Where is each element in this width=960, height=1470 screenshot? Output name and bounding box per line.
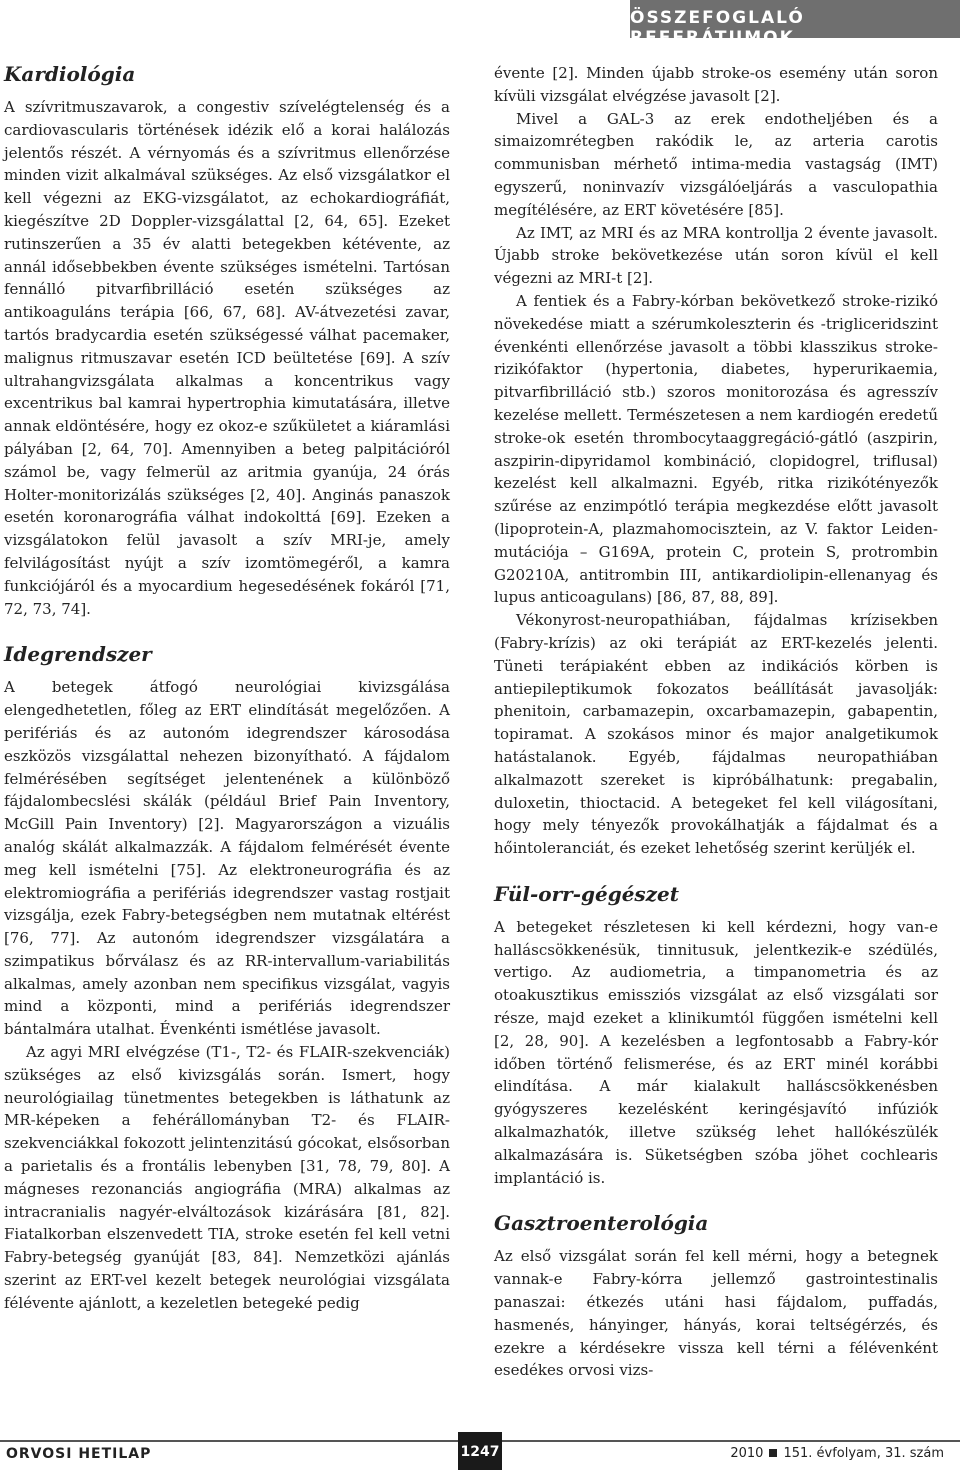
paragraph-idegrendszer-1: A betegek átfogó neurológiai kivizsgálása elengedhetetlen, főleg az ERT elindítását megelőzően. A perifériás és az autonóm idegrendszer károsodása eszközös vizsgálattal nehezen bizonyítható. A fájdalom felmérésében segítséget jelentenének a különböző fájdalombecslési skálák (például Brief Pain Inventory, McGill Pain Inventory) [2]. Magyarországon a vizuális analóg skálát alkalmazzák. A fájdalom felmérését évente meg kell ismételni [75]. Az elektroneurográfia és az elektromiográfia a perifériás idegrendszer vastag rostjait vizsgálja, ezek Fabry-betegségben nem mutatnak eltérést [76, 77]. Az autonóm idegrendszer vizsgálatára a szimpatikus bőrválasz és az RR-intervallum-variabilitás alkalmas, amely azonban nem specifikus vizsgálat, vagyis mind a központi, mind a perifériás idegrendszer bántalmára utalhat. Évenkénti ismétlése javasolt. — [4, 678, 450, 1039]
page-footer — [0, 1432, 960, 1470]
section-title-idegrendszer: Idegrendszer — [4, 642, 152, 667]
paragraph-idegrendszer-2-continued: évente [2]. Minden újabb stroke-os esemény után soron kívüli vizsgálat elvégzése javasolt [2]. — [494, 64, 938, 105]
header-bar — [0, 0, 960, 48]
paragraph-idegrendszer-2: Az agyi MRI elvégzése (T1-, T2- és FLAIR-szekvenciák) szükséges az első kivizsgálás során. Ismert, hogy neurológiailag tünetmentes betegekben is láthatunk az MR-képeken a fehérállományban T2- és FLAIR-szekvenciákkal fokozott jelintenzitású gócokat, elsősorban a parietalis és a frontális lebenyben [31, 78, 79, 80]. A mágneses rezonanciás angiográfia (MRA) alkalmas az intracranialis nagyér-elváltozások kizárására [81, 82]. Fiatalkorban elszenvedett TIA, stroke esetén fel kell vetni Fabry-betegség gyanúját [83, 84]. Nemzetközi ajánlás szerint az ERT-vel kezelt betegek neurológiai vizsgálata félévente ajánlott, a kezeletlen betegeké pedig — [4, 1043, 450, 1312]
paragraph-idegrendszer-3: Mivel a GAL-3 az erek endotheljében és a simaizomrétegben rakódik le, az arteria carotis communisban mérhető intima-media vastagság (IMT) egyszerű, noninvazív vizsgálóeljárás a vasculopathia megítélésére, az ERT követésére [85]. — [494, 109, 938, 219]
paragraph-ful-orr-gegeszet: A betegeket részletesen ki kell kérdezni, hogy van-e halláscsökkenésük, tinnitusuk, jelentkezik-e szédülés, vertigo. Az audiometria, a timpanometria és az otoakusztikus emissziós vizsgálat az első vizsgálati sor része, majd ezeket a klinikumtól függően ismételni kell [2, 28, 90]. A kezelésben a legfontosabb a Fabry-kór időben történő felismerése, és az ERT minél korábbi elindítása. A már kialakult halláscsökkenésben gyógyszeres kezelésként keringésjavító infúziók alkalmazhatók, illetve szükség lehet hallókészülék alkalmazására is. Süketségben szóba jöhet cochlearis implantáció is. — [494, 917, 938, 1187]
section-label-band — [630, 0, 960, 48]
section-title-gasztroenterologia: Gasztroenterológia — [494, 1211, 709, 1236]
paragraph-gasztroenterologia: Az első vizsgálat során fel kell mérni, hogy a betegnek vannak-e Fabry-kórra jellemző gastrointestinalis panaszai: étkezés utáni hasi fájdalom, puffadás, hasmenés, hányinger, hányás, korai teltségérzés, és ezekre a kérdésekre vissza kell térni a félévenként esedékes orvosi vizs- — [494, 1247, 938, 1380]
paragraph-idegrendszer-6: Vékonyrost-neuropathiában, fájdalmas krízisekben (Fabry-krízis) az oki terápiát az ERT-kezelés jelenti. Tüneti terápiaként ebben az indikációs körben is antiepileptikumok fokozatos beállítását javasolják: phenitoin, carbamazepin, oxcarbamazepin, gabapentin, topiramat. A szokásos minor és major analgetikumok hatástalanok. Egyéb, fájdalmas neuropathiában alkalmazott szereket is kipróbálhatunk: pregabalin, duloxetin, thioctacid. A betegeket fel kell világosítani, hogy mely tényezők provokálhatják a fájdalmat és a hőintoleranciát, és ezeket lehetőség szerint kerüljék el. — [494, 611, 938, 858]
paragraph-idegrendszer-5: A fentiek és a Fabry-kórban bekövetkező stroke-rizikó növekedése miatt a szérumkoleszterin és -trigliceridszint évenkénti ellenőrzése javasolt a többi klasszikus stroke-rizikófaktor (hypertonia, diabetes, hyperurikaemia, pitvarfibrilláció stb.) szoros monitorozása és agresszív kezelése mellett. Természetesen a nem kardiogén eredetű stroke-ok esetén thrombocytaaggregáció-gátló (aszpirin, aszpirin-dipyridamol kombináció, clopidogrel, triflusal) kezelést kell alkalmazni. Egyéb, ritka rizikótényezők szűrése az enzimpótló terápia megkezdése előtt javasolt (lipoprotein-A, plazmahomocisztein, az V. faktor Leiden-mutációja – G169A, protein C, protein S, protrombin G20210A, antitrombin III, antikardiolipin-ellenanyag és lupus anticoagulans) [86, 87, 88, 89]. — [494, 291, 938, 607]
issue-volume: 151. évfolyam, 31. szám — [783, 1446, 944, 1461]
section-label: ÖSSZEFOGLALÓ REFERÁTUMOK — [630, 8, 805, 48]
right-column — [494, 62, 938, 1382]
paragraph-idegrendszer-4: Az IMT, az MRI és az MRA kontrollja 2 évente javasolt. Újabb stroke bekövetkezése után soron kívül el kell végezni az MRI-t [2]. — [494, 223, 938, 288]
left-column — [4, 62, 450, 1315]
section-title-ful-orr-gegeszet: Fül-orr-gégészet — [494, 881, 679, 906]
journal-name: ORVOSI HETILAP — [6, 1446, 152, 1462]
square-separator-icon — [769, 1449, 777, 1457]
issue-info — [730, 1446, 944, 1461]
paragraph-kardiologia: A szívritmuszavarok, a congestiv szívelégtelenség és a cardiovascularis történések idézik elő a korai halálozás jelentős részét. A vérnyomás és a szívritmus ellenőrzése minden vizit alkalmával szükséges. Az első vizsgálatkor el kell végezni az EKG-vizsgálatot, az echokardiográfiát, kiegészítve 2D Doppler-vizsgálattal [2, 64, 65]. Ezeket rutinszerűen a 35 év alatti betegekben kétévente, az annál idősebbekben évente szükséges ismételni. Tartósan fennálló pitvarfibrilláció esetén szükséges az antikoaguláns terápia [66, 67, 68]. AV-átvezetési zavar, tartós bradycardia esetén szükségessé válhat pacemaker, malignus ritmuszavar esetén ICD beültetése [69]. A szív ultrahangvizsgálata alkalmas a koncentrikus vagy excentrikus bal kamrai hypertrophia kimutatására, illetve annak eldöntésére, hogy ez okoz-e szűkületet a kiáramlási pályában [2, 64, 70]. Amennyiben a beteg palpitációról számol be, vagy felmerül az aritmia gyanúja, 24 órás Holter-monitorizálás szükséges [2, 40]. Anginás panaszok esetén koronarográfia válhat indokolttá [69]. Ezeken a vizsgálatokon felül javasolt a szív MRI-je, amely felvilágosítást nyújt a szív izomtömegéről, a kamra funkciójáról és a myocardium hegesedésének fokáról [71, 72, 73, 74]. — [4, 98, 450, 618]
page-number-box — [458, 1432, 502, 1470]
section-title-kardiologia: Kardiológia — [4, 62, 136, 86]
issue-year: 2010 — [730, 1446, 764, 1461]
page-number: 1247 — [460, 1444, 500, 1460]
